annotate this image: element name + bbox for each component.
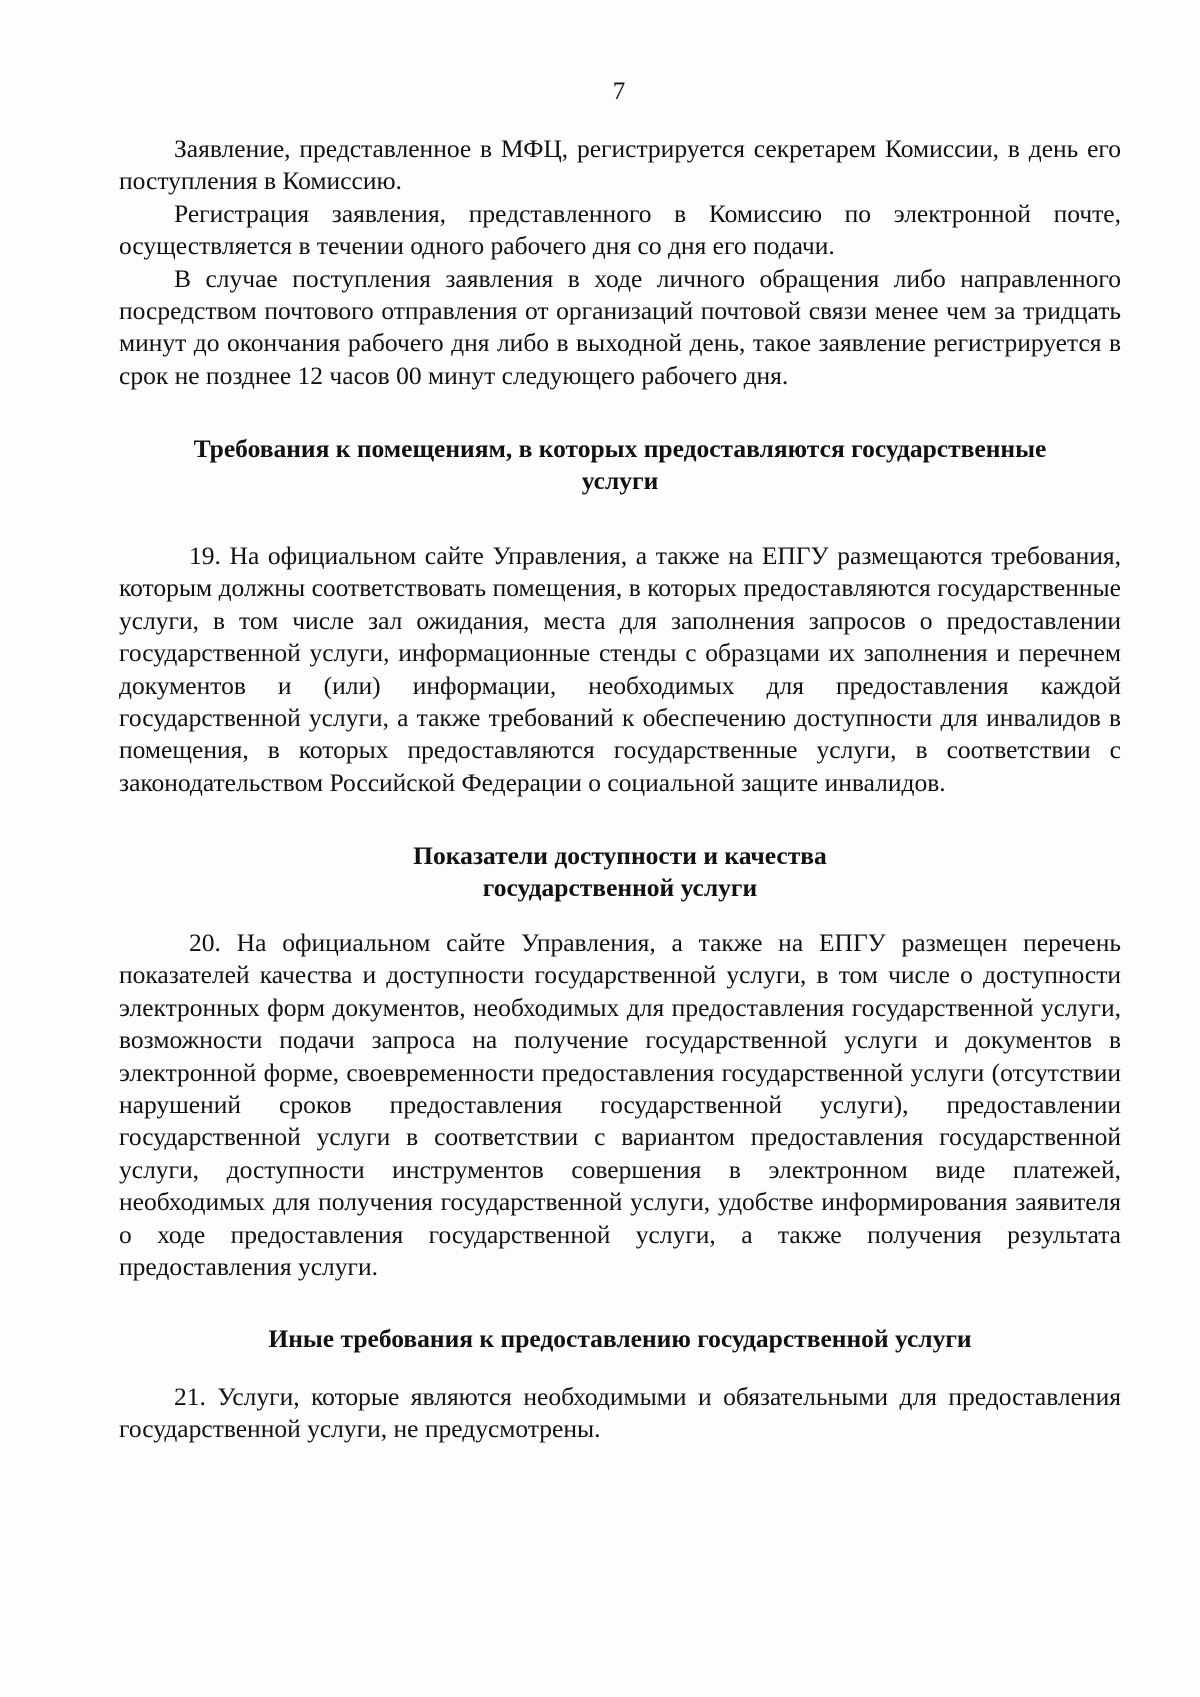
paragraph-registration-late: В случае поступления заявления в ходе личного обращения либо направленного посредством почтового отправления от организаций почтовой связи менее чем за тридцать минут до окончания рабочего дня либо в выходной день, такое заявление регистрируется в срок не позднее 12 часов 00 минут следующего рабочего дня.: [119, 263, 1121, 390]
heading-line: Показатели доступности и качества: [413, 841, 827, 870]
paragraph-19: 19. На официальном сайте Управления, а также на ЕПГУ размещаются требования, которым должны соответствовать помещения, в которых предоставляются государственные услуги, в том числе зал ожидания, места для заполнения запросов о предоставлении государственной услуги, информационные стенды с образцами их заполнения и перечнем документов и (или) информации, необходимых для предоставления каждой государственной услуги, а также требований к обеспечению доступности для инвалидов в помещения, в которых предоставляются государственные услуги, в соответствии с законодательством Российской Федерации о социальной защите инвалидов.: [119, 541, 1121, 797]
heading-line: Требования к помещениям, в которых предоставляются государственные: [193, 434, 1047, 463]
intro-block: [119, 133, 1121, 392]
section-indicators-body: [119, 927, 1121, 1283]
paragraph-20: 20. На официальном сайте Управления, а также на ЕПГУ размещен перечень показателей качества и доступности государственной услуги, в том числе о доступности электронных форм документов, необходимых для предоставления государственной услуги, возможности подачи запроса на получение государственной услуги и документов в электронной форме, своевременности предоставления государственной услуги (отсутствии нарушений сроков предоставления государственной услуги), предоставлении государственной услуги в соответствии с вариантом предоставления государственной услуги, доступности инструментов совершения в электронном виде платежей, необходимых для получения государственной услуги, удобстве информирования заявителя о ходе предоставления государственной услуги, а также получения результата предоставления услуги.: [119, 928, 1121, 1282]
paragraph-21: 21. Услуги, которые являются необходимыми и обязательными для предоставления государственной услуги, не предусмотрены.: [119, 1382, 1121, 1444]
heading-line: Иные требования к предоставлению государственной услуги: [268, 1324, 972, 1353]
section-premises-body: [119, 540, 1121, 799]
paragraph-registration-mfc: Заявление, представленное в МФЦ, регистрируется секретарем Комиссии, в день его поступления в Комиссию.: [119, 134, 1121, 196]
section-heading-premises: [119, 433, 1121, 497]
page-number: 7: [612, 78, 626, 105]
section-other-body: [119, 1381, 1121, 1446]
heading-line: услуги: [581, 466, 659, 495]
section-heading-other-requirements: [119, 1323, 1121, 1355]
section-heading-indicators: [119, 840, 1121, 904]
paragraph-registration-email: Регистрация заявления, представленного в Комиссию по электронной почте, осуществляется в течении одного рабочего дня со дня его подачи.: [119, 198, 1121, 261]
heading-line: государственной услуги: [482, 873, 758, 902]
